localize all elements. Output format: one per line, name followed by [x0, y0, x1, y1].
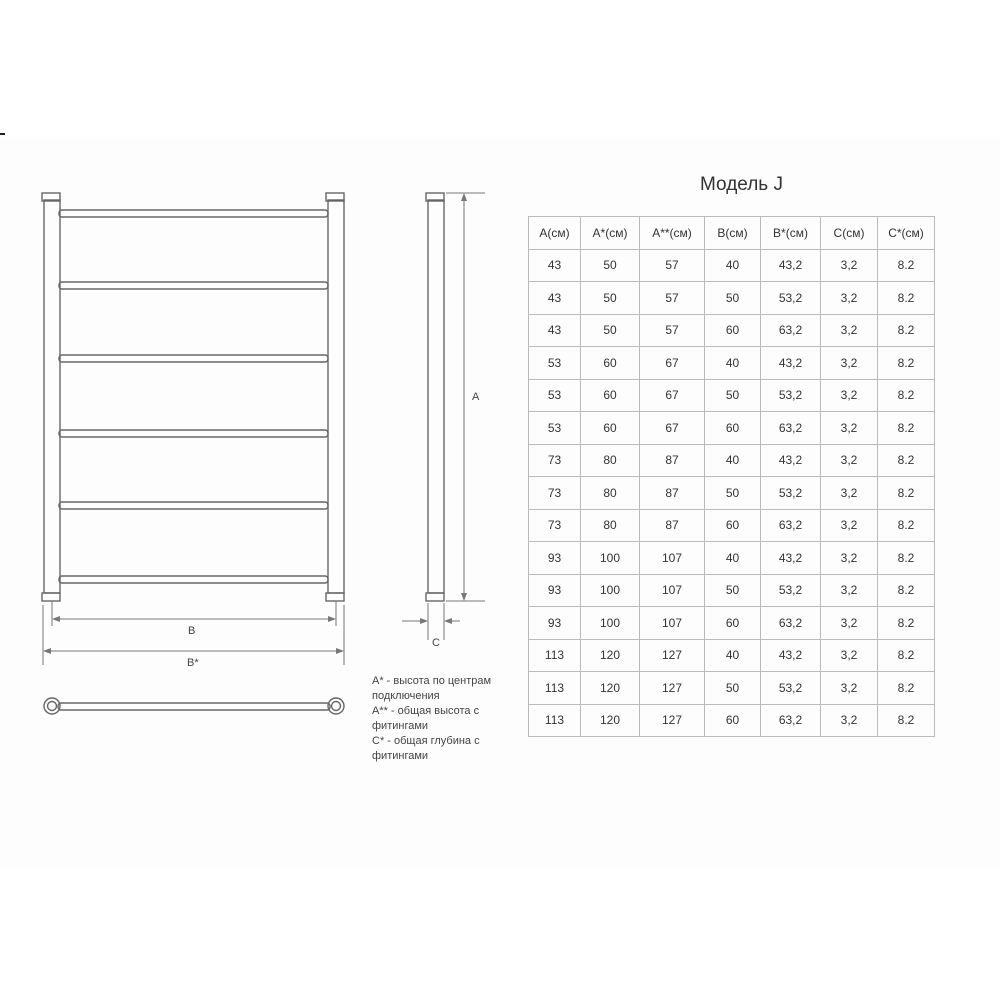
- table-cell: 127: [640, 639, 705, 672]
- table-cell: 40: [705, 542, 761, 575]
- dimension-b-star-label: B*: [187, 657, 199, 669]
- rung: [59, 210, 328, 217]
- table-cell: 43,2: [761, 347, 821, 380]
- column-header: B*(см): [761, 217, 821, 250]
- table-row: [529, 477, 935, 510]
- table-cell: 3,2: [821, 574, 878, 607]
- table-cell: 87: [640, 444, 705, 477]
- left-fitting-inner: [48, 702, 57, 711]
- table-cell: 113: [529, 672, 581, 705]
- table-cell: 113: [529, 639, 581, 672]
- table-cell: 53,2: [761, 574, 821, 607]
- table-cell: 60: [705, 509, 761, 542]
- column-header: A*(см): [581, 217, 640, 250]
- table-cell: 40: [705, 639, 761, 672]
- side-post-bottom-cap: [426, 593, 444, 601]
- table-cell: 8.2: [878, 509, 935, 542]
- table-cell: 53,2: [761, 379, 821, 412]
- table-cell: 3,2: [821, 672, 878, 705]
- table-cell: 120: [581, 704, 640, 737]
- table-cell: 40: [705, 444, 761, 477]
- right-fitting-inner: [332, 702, 341, 711]
- table-cell: 80: [581, 444, 640, 477]
- table-cell: 107: [640, 542, 705, 575]
- table-cell: 53,2: [761, 672, 821, 705]
- table-cell: 8.2: [878, 607, 935, 640]
- table-cell: 50: [705, 477, 761, 510]
- table-cell: 8.2: [878, 347, 935, 380]
- dimension-b-label: B: [188, 625, 196, 637]
- left-post-bottom-cap: [42, 593, 60, 601]
- table-cell: 53: [529, 347, 581, 380]
- table-cell: 53,2: [761, 477, 821, 510]
- table-cell: 120: [581, 672, 640, 705]
- table-cell: 43,2: [761, 444, 821, 477]
- rung: [59, 576, 328, 583]
- table-cell: 63,2: [761, 509, 821, 542]
- table-cell: 67: [640, 412, 705, 445]
- note-a-star: A* - высота по центрам подключения: [372, 675, 495, 702]
- table-cell: 3,2: [821, 607, 878, 640]
- table-row: [529, 509, 935, 542]
- table-cell: 8.2: [878, 639, 935, 672]
- table-cell: 107: [640, 607, 705, 640]
- note-a-double-star: A** - общая высота с фитингами: [372, 705, 483, 732]
- table-cell: 60: [581, 379, 640, 412]
- column-header: A(см): [529, 217, 581, 250]
- table-cell: 3,2: [821, 314, 878, 347]
- table-cell: 73: [529, 477, 581, 510]
- table-cell: 8.2: [878, 704, 935, 737]
- table-cell: 60: [705, 314, 761, 347]
- table-cell: 8.2: [878, 412, 935, 445]
- dimension-c: [402, 603, 460, 640]
- table-cell: 8.2: [878, 444, 935, 477]
- table-cell: 8.2: [878, 574, 935, 607]
- table-cell: 3,2: [821, 542, 878, 575]
- table-cell: 113: [529, 704, 581, 737]
- column-header: C*(см): [878, 217, 935, 250]
- table-cell: 127: [640, 672, 705, 705]
- column-header: C(см): [821, 217, 878, 250]
- model-title: Модель J: [700, 174, 783, 195]
- table-cell: 3,2: [821, 249, 878, 282]
- table-cell: 87: [640, 477, 705, 510]
- table-cell: 8.2: [878, 379, 935, 412]
- table-cell: 3,2: [821, 704, 878, 737]
- top-view: [44, 698, 344, 714]
- table-cell: 3,2: [821, 412, 878, 445]
- table-cell: 60: [581, 412, 640, 445]
- table-cell: 73: [529, 444, 581, 477]
- table-cell: 43: [529, 314, 581, 347]
- top-view-rail: [58, 703, 330, 710]
- table-cell: 87: [640, 509, 705, 542]
- left-post: [44, 200, 60, 593]
- table-cell: 127: [640, 704, 705, 737]
- table-cell: 63,2: [761, 704, 821, 737]
- table-row: [529, 314, 935, 347]
- table-cell: 8.2: [878, 672, 935, 705]
- table-cell: 8.2: [878, 282, 935, 315]
- table-row: [529, 249, 935, 282]
- table-row: [529, 542, 935, 575]
- table-cell: 3,2: [821, 477, 878, 510]
- table-cell: 3,2: [821, 282, 878, 315]
- table-cell: 43: [529, 249, 581, 282]
- dimension-notes: [372, 674, 512, 764]
- table-cell: 67: [640, 347, 705, 380]
- table-row: [529, 444, 935, 477]
- table-cell: 63,2: [761, 314, 821, 347]
- table-cell: 50: [581, 282, 640, 315]
- table-row: [529, 379, 935, 412]
- table-cell: 43,2: [761, 639, 821, 672]
- table-cell: 40: [705, 347, 761, 380]
- table-cell: 57: [640, 249, 705, 282]
- dimension-c-label: C: [432, 637, 440, 649]
- table-cell: 40: [705, 249, 761, 282]
- table-cell: 57: [640, 314, 705, 347]
- table-row: [529, 347, 935, 380]
- table-cell: 53: [529, 379, 581, 412]
- side-post: [428, 200, 444, 593]
- table-cell: 60: [705, 412, 761, 445]
- note-c-star: C* - общая глубина с фитингами: [372, 735, 483, 762]
- table-cell: 3,2: [821, 639, 878, 672]
- table-cell: 3,2: [821, 444, 878, 477]
- table-cell: 107: [640, 574, 705, 607]
- table-cell: 100: [581, 542, 640, 575]
- table-cell: 3,2: [821, 347, 878, 380]
- table-row: [529, 607, 935, 640]
- dimension-a-label: A: [472, 391, 480, 403]
- table-cell: 120: [581, 639, 640, 672]
- table-cell: 53: [529, 412, 581, 445]
- table-cell: 80: [581, 477, 640, 510]
- front-view: [42, 193, 344, 601]
- table-cell: 3,2: [821, 509, 878, 542]
- table-cell: 60: [705, 607, 761, 640]
- column-header: A**(см): [640, 217, 705, 250]
- rung: [59, 355, 328, 362]
- table-cell: 53,2: [761, 282, 821, 315]
- table-cell: 57: [640, 282, 705, 315]
- table-cell: 67: [640, 379, 705, 412]
- table-cell: 50: [705, 282, 761, 315]
- side-view: [426, 193, 444, 601]
- dimensions-table: [528, 216, 935, 737]
- dimension-b: [52, 601, 336, 626]
- rung: [59, 430, 328, 437]
- table-row: [529, 639, 935, 672]
- table-cell: 50: [705, 672, 761, 705]
- table-cell: 93: [529, 607, 581, 640]
- rung: [59, 502, 328, 509]
- table-row: [529, 574, 935, 607]
- table-cell: 100: [581, 574, 640, 607]
- table-cell: 3,2: [821, 379, 878, 412]
- table-cell: 93: [529, 542, 581, 575]
- table-cell: 50: [581, 249, 640, 282]
- table-cell: 73: [529, 509, 581, 542]
- table-row: [529, 412, 935, 445]
- table-cell: 43,2: [761, 249, 821, 282]
- table-cell: 8.2: [878, 249, 935, 282]
- column-header: B(см): [705, 217, 761, 250]
- table-cell: 8.2: [878, 477, 935, 510]
- table-cell: 63,2: [761, 607, 821, 640]
- table-cell: 43: [529, 282, 581, 315]
- table-cell: 60: [705, 704, 761, 737]
- table-cell: 43,2: [761, 542, 821, 575]
- table-header-row: [529, 217, 935, 250]
- table-cell: 80: [581, 509, 640, 542]
- table-body: [529, 249, 935, 737]
- table-cell: 63,2: [761, 412, 821, 445]
- table-cell: 100: [581, 607, 640, 640]
- right-post-bottom-cap: [326, 593, 344, 601]
- table-row: [529, 704, 935, 737]
- table-cell: 60: [581, 347, 640, 380]
- rung: [59, 282, 328, 289]
- table-cell: 50: [705, 574, 761, 607]
- table-row: [529, 282, 935, 315]
- table-row: [529, 672, 935, 705]
- table-cell: 8.2: [878, 314, 935, 347]
- table-cell: 93: [529, 574, 581, 607]
- table-cell: 8.2: [878, 542, 935, 575]
- right-post: [328, 200, 344, 593]
- table-cell: 50: [705, 379, 761, 412]
- table-cell: 50: [581, 314, 640, 347]
